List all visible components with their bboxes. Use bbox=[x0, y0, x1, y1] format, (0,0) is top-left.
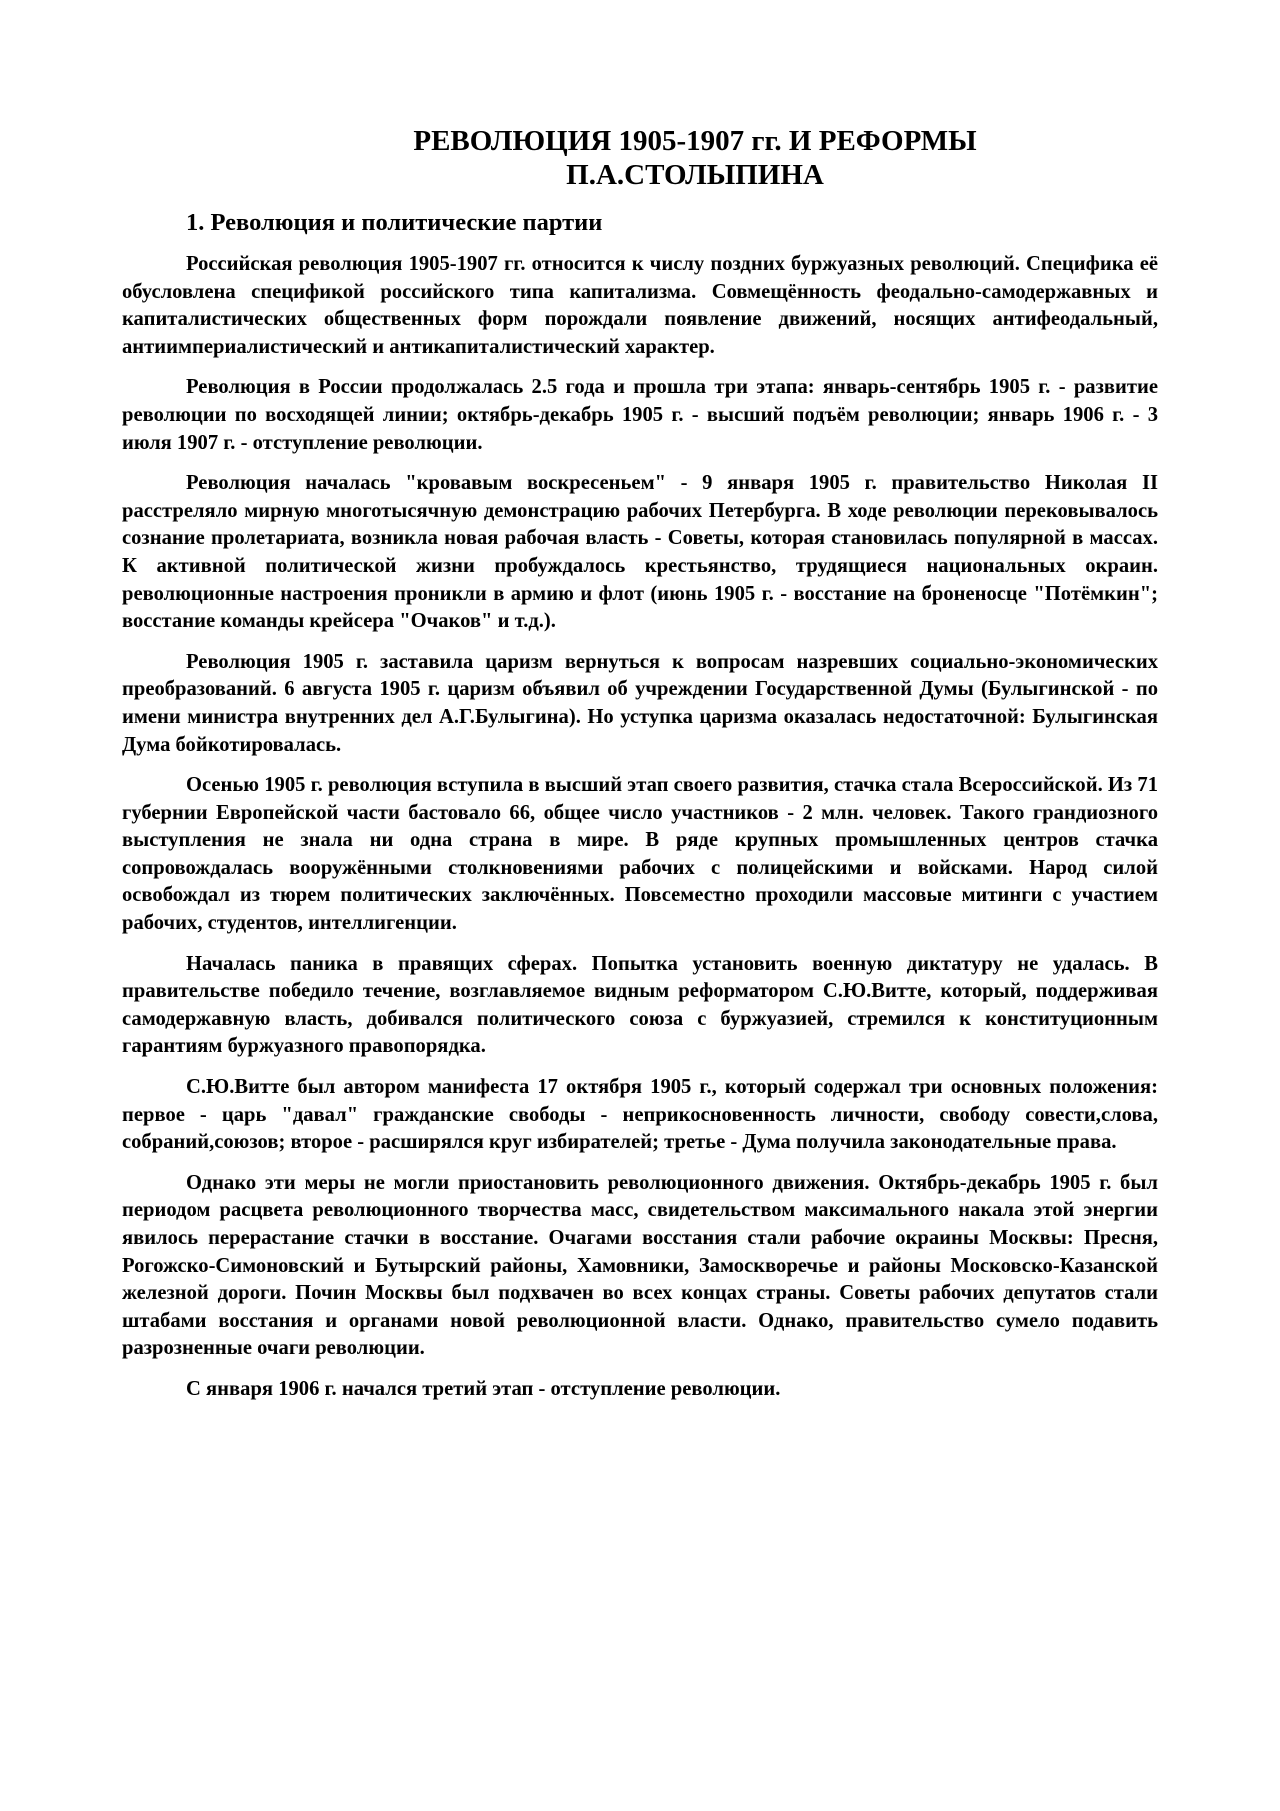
document-title bbox=[122, 124, 1158, 192]
document-page bbox=[122, 0, 1158, 1404]
paragraph: Однако эти меры не могли приостановить революционного движения. Октябрь-декабрь 1905 г. был периодом расцвета революционного творчества масс, свидетельством максимального накала этой энергии явилось перерастание стачки в восстание. Очагами восстания стали рабочие окраины Москвы: Пресня, Рогожско-Симоновский и Бутырский районы, Хамовники, Замоскворечье и районы Московско-Казанской железной дороги. Почин Москвы был подхвачен во всех концах страны. Советы рабочих депутатов стали штабами восстания и органами новой революционной власти. Однако, правительство сумело подавить разрозненные очаги революции. bbox=[122, 1171, 1158, 1360]
section-heading: 1. Революция и политические партии bbox=[186, 209, 603, 236]
paragraph: Революция началась "кровавым воскресеньем" - 9 января 1905 г. правительство Николая II расстреляло мирную многотысячную демонстрацию рабочих Петербурга. В ходе революции перековывалось сознание пролетариата, возникла новая рабочая власть - Советы, которая становилась популярной в массах. К активной политической жизни пробуждалось крестьянство, трудящиеся национальных окраин. революционные настроения проникли в армию и флот (июнь 1905 г. - восстание на броненосце "Потёмкин"; восстание команды крейсера "Очаков" и т.д.). bbox=[122, 472, 1158, 633]
paragraph: Российская революция 1905-1907 гг. относится к числу поздних буржуазных революций. Специфика её обусловлена спецификой российского типа капитализма. Совмещённость феодально-самодержавных и капиталистических общественных форм порождали появление движений, носящих антифеодальный, антиимпериалистический и антикапиталистический характер. bbox=[122, 253, 1158, 358]
paragraph: Началась паника в правящих сферах. Попытка установить военную диктатуру не удалась. В правительстве победило течение, возглавляемое видным реформатором С.Ю.Витте, который, поддерживая самодержавную власть, добивался политического союза с буржуазией, стремился к конституционным гарантиям буржуазного правопорядка. bbox=[122, 952, 1158, 1058]
paragraph: С января 1906 г. начался третий этап - отступление революции. bbox=[186, 1377, 781, 1400]
title-line-2: П.А.СТОЛЫПИНА bbox=[566, 159, 824, 191]
paragraph: Революция в России продолжалась 2.5 года и прошла три этапа: январь-сентябрь 1905 г. - развитие революции по восходящей линии; октябрь-декабрь 1905 г. - высший подъём революции; январь 1906 г. - 3 июля 1907 г. - отступление революции. bbox=[122, 376, 1158, 454]
paragraph: Революция 1905 г. заставила царизм вернуться к вопросам назревших социально-экономических преобразований. 6 августа 1905 г. царизм объявил об учреждении Государственной Думы (Булыгинской - по имени министра внутренних дел А.Г.Булыгина). Но уступка царизма оказалась недостаточной: Булыгинская Дума бойкотировалась. bbox=[122, 650, 1158, 756]
paragraph: С.Ю.Витте был автором манифеста 17 октября 1905 г., который содержал три основных положения: первое - царь "давал" гражданские свободы - неприкосновенность личности, свободу совести,слова, собраний,союзов; второе - расширялся круг избирателей; третье - Дума получила законодательные права. bbox=[122, 1076, 1158, 1154]
paragraph: Осенью 1905 г. революция вступила в высший этап своего развития, стачка стала Всероссийской. Из 71 губернии Европейской части бастовало 66, общее число участников - 2 млн. человек. Такого грандиозного выступления не знала ни одна страна в мире. В ряде крупных промышленных центров стачка сопровождалась вооружёнными столкновениями рабочих с полицейскими и войсками. Народ силой освобождал из тюрем политических заключённых. Повсеместно проходили массовые митинги с участием рабочих, студентов, интеллигенции. bbox=[122, 774, 1158, 935]
title-line-1: РЕВОЛЮЦИЯ 1905-1907 гг. И РЕФОРМЫ bbox=[413, 125, 977, 157]
